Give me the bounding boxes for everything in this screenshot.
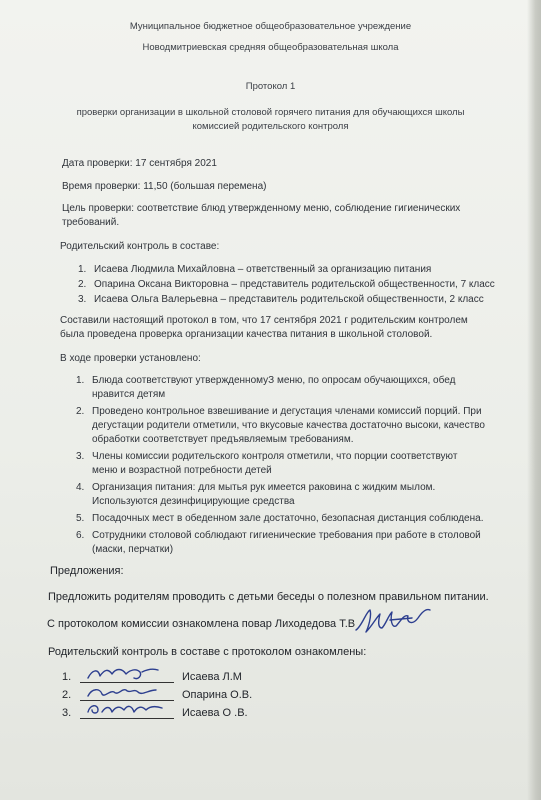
protocol-subtitle-1: проверки организации в школьной столовой горячего питания для обучающихся школы <box>76 107 465 118</box>
members-list <box>78 263 524 308</box>
committee-acknowledgement: Родительский контроль в составе с протоколом ознакомлены: <box>48 646 367 658</box>
cook-signature <box>352 604 434 638</box>
proposals-text: Предложить родителям проводить с детьми беседы о полезном правильном питании. <box>48 591 489 603</box>
goal-line-2: требований. <box>62 217 120 228</box>
composition-heading: Родительский контроль в составе: <box>60 241 220 252</box>
protocol-title: Протокол 1 <box>245 81 296 92</box>
inspection-goal <box>62 202 460 230</box>
findings-heading: В ходе проверки установлено: <box>60 353 201 364</box>
list-item: 1. Блюда соответствуют утвержденномуЗ меню, по опросам обучающихся, обед нравится детям <box>76 375 456 400</box>
list-item: 4. Организация питания: для мытья рук имеется раковина с жидким мылом. Используются дезинфицирующие средства <box>76 482 436 507</box>
header-line-2: Новодмитриевская средняя общеобразовательная школа <box>142 42 399 53</box>
list-item: 1. Исаева Людмила Михайловна – ответственный за организацию питания <box>78 264 432 275</box>
signature-line <box>80 718 174 719</box>
list-item: 2. Опарина Оксана Викторовна – представитель родительской общественности, 7 класс <box>78 279 495 290</box>
signatory-row: 3. Исаева О .В. <box>62 707 248 719</box>
protocol-title-block <box>0 80 541 134</box>
inspection-time: Время проверки: 11,50 (большая перемена) <box>62 181 267 192</box>
list-item: 3. Исаева Ольга Валерьевна – представитель родительской общественности, 2 класс <box>78 294 484 305</box>
findings-list <box>76 374 524 557</box>
signature-line <box>80 682 174 683</box>
header-line-1: Муниципальное бюджетное общеобразовательное учреждение <box>129 21 412 32</box>
proposals-heading: Предложения: <box>50 565 124 577</box>
list-item: 6. Сотрудники столовой соблюдают гигиенические требования при работе в столовой (маски, перчатки) <box>76 530 481 555</box>
signatory-row: 2. Опарина О.В. <box>62 689 253 701</box>
statement-paragraph <box>60 314 468 342</box>
list-item: 5. Посадочных мест в обеденном зале достаточно, безопасная дистанция соблюдена. <box>76 513 484 524</box>
statement-line-2: была проведена проверка организации качества питания в школьной столовой. <box>60 329 433 340</box>
goal-line-1: Цель проверки: соответствие блюд утвержденному меню, соблюдение гигиенических <box>62 203 461 214</box>
inspection-date: Дата проверки: 17 сентября 2021 <box>62 158 217 169</box>
statement-line-1: Составили настоящий протокол в том, что 17 сентября 2021 г родительским контролем <box>60 315 468 326</box>
list-item: 3. Члены комиссии родительского контроля отметили, что порции соответствуют меню и возрастной потребности детей <box>76 451 458 476</box>
cook-acknowledgement: С протоколом комиссии ознакомлена повар Лиходедова Т.В <box>47 618 356 630</box>
list-item: 2. Проведено контрольное взвешивание и дегустация членами комиссий порций. При дегустации родители отметили, что вкусовые качества достаточно высоки, качество обработки соответствует предъявляемым требованиям. <box>76 406 485 445</box>
signature-line <box>80 700 174 701</box>
protocol-subtitle-2: комиссией родительского контроля <box>192 121 349 132</box>
signatories-list <box>62 670 362 724</box>
signatory-row: 1. Исаева Л.М <box>62 671 242 683</box>
school-header <box>0 16 541 58</box>
